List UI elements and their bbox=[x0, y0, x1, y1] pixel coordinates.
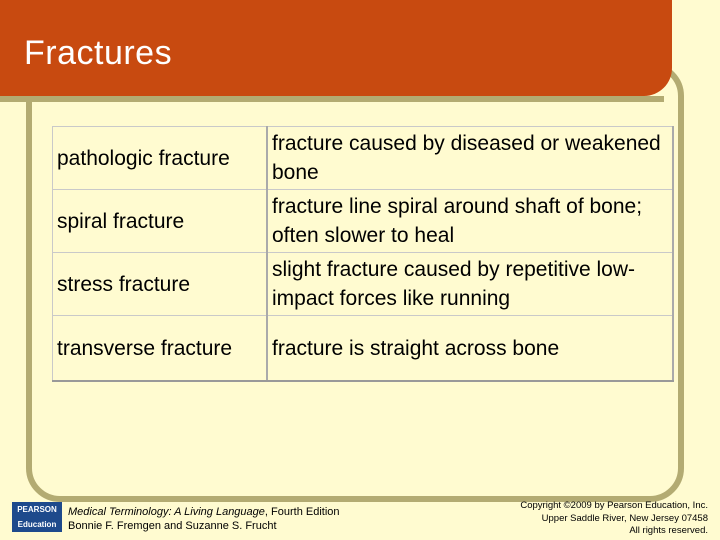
fracture-definitions-table bbox=[52, 126, 674, 382]
logo-top-text: PEARSON bbox=[17, 505, 57, 514]
definition-cell: slight fracture caused by repetitive low-impact forces like running bbox=[267, 253, 673, 316]
term-cell: pathologic fracture bbox=[53, 127, 268, 190]
copyright-notice bbox=[520, 500, 708, 538]
definition-cell: fracture is straight across bone bbox=[267, 316, 673, 382]
slide-title: Fractures bbox=[24, 34, 173, 72]
definition-cell: fracture line spiral around shaft of bone; often slower to heal bbox=[267, 190, 673, 253]
copyright-line: All rights reserved. bbox=[629, 525, 708, 536]
book-title: Medical Terminology: A Living Language bbox=[68, 506, 265, 518]
book-authors: Bonnie F. Fremgen and Suzanne S. Frucht bbox=[68, 520, 277, 532]
table-row bbox=[53, 190, 674, 253]
logo-bottom-text: Education bbox=[17, 520, 57, 529]
term-cell: transverse fracture bbox=[53, 316, 268, 382]
copyright-line: Copyright ©2009 by Pearson Education, Inc. bbox=[520, 500, 708, 511]
copyright-line: Upper Saddle River, New Jersey 07458 bbox=[541, 512, 708, 524]
term-cell: stress fracture bbox=[53, 253, 268, 316]
table-row bbox=[53, 316, 674, 382]
definition-cell: fracture caused by diseased or weakened bone bbox=[267, 127, 673, 190]
table-row bbox=[53, 127, 674, 190]
table-row bbox=[53, 253, 674, 316]
pearson-logo bbox=[12, 502, 62, 532]
title-underline bbox=[0, 96, 664, 102]
term-cell: spiral fracture bbox=[53, 190, 268, 253]
book-edition: , Fourth Edition bbox=[264, 506, 340, 518]
book-credit bbox=[68, 505, 340, 533]
